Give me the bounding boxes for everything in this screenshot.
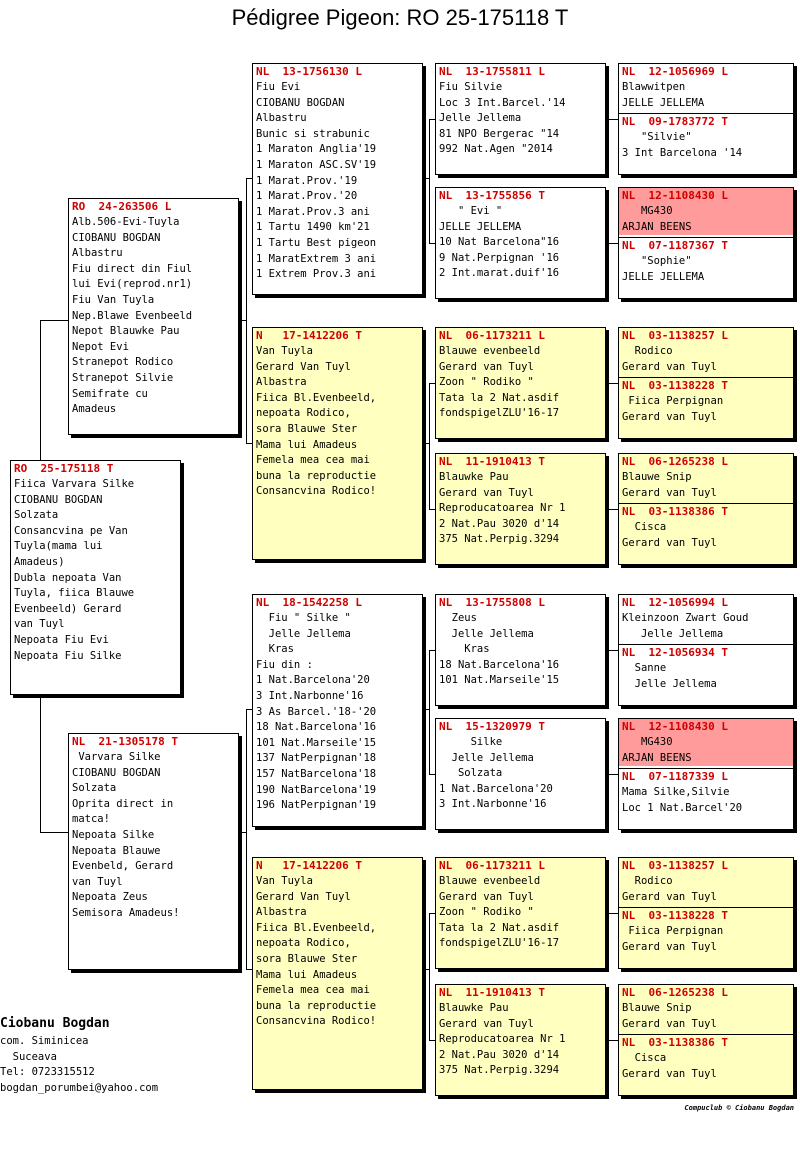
sire-entry	[622, 64, 790, 111]
ring-number: NL 11-1910413 T	[439, 986, 545, 999]
pedigree-line: Femela mea cea mai	[256, 984, 370, 997]
pedigree-line: ARJAN BEENS	[622, 220, 692, 233]
ring-number: NL 09-1783772 T	[622, 115, 728, 129]
pedigree-line: Blauwe Snip	[622, 471, 692, 483]
pedigree-line: Blauwe evenbeeld	[439, 875, 541, 887]
pedigree-line: Reproducatoarea Nr 1	[439, 502, 566, 515]
dam-entry	[622, 114, 790, 161]
pedigree-line: Fiu direct din Fiul	[72, 262, 193, 275]
pedigree-line: 18 Nat.Barcelona'16	[439, 658, 560, 671]
pedigree-line: Fiica Varvara Silke	[14, 478, 135, 490]
footer-credit: Compuclub © Ciobanu Bogdan	[684, 1104, 794, 1112]
pedigree-line: MG430	[622, 736, 673, 748]
pedigree-line: Varvara Silke	[72, 751, 161, 763]
owner-name: Ciobanu Bogdan	[0, 1016, 110, 1031]
pedigree-line: Rodico	[622, 345, 673, 357]
pedigree-line: 375 Nat.Perpig.3294	[439, 533, 560, 546]
pedigree-line: Semisora Amadeus!	[72, 906, 180, 919]
pedigree-line: van Tuyl	[14, 618, 65, 631]
pedigree-line: Stranepot Silvie	[72, 371, 174, 384]
ring-number: NL 03-1138257 L	[622, 329, 728, 342]
connector-line	[606, 243, 618, 244]
connector-line	[246, 969, 252, 970]
pedigree-line: 1 Extrem Prov.3 ani	[256, 268, 377, 281]
connector-line	[246, 709, 252, 710]
ring-number: NL 12-1108430 L	[622, 189, 728, 202]
pedigree-line: matca!	[72, 813, 110, 826]
pedigree-line: 2 Int.marat.duif'16	[439, 267, 560, 280]
connector-line	[606, 383, 618, 384]
connector-line	[429, 913, 430, 1040]
pedigree-line: nepoata Rodico,	[256, 937, 351, 950]
ring-number: N 17-1412206 T	[256, 329, 362, 342]
ring-number: NL 03-1138228 T	[622, 379, 728, 393]
pedigree-line: " Evi "	[439, 205, 503, 217]
sire-entry	[622, 328, 790, 375]
pedigree-line: 137 NatPerpignan'18	[256, 752, 377, 765]
connector-line	[429, 650, 435, 651]
pedigree-line: 1 Maraton ASC.SV'19	[256, 158, 377, 171]
connector-line	[239, 320, 246, 321]
connector-line	[40, 832, 68, 833]
connector-line	[429, 774, 435, 775]
pedigree-line: 9 Nat.Perpignan '16	[439, 251, 560, 264]
pedigree-line: Blauwe evenbeeld	[439, 345, 541, 357]
pedigree-line: Consancvina Rodico!	[256, 1015, 377, 1028]
connector-line	[606, 774, 618, 775]
pedigree-line: 10 Nat Barcelona"16	[439, 236, 560, 249]
pedigree-line: Zeus	[439, 612, 477, 624]
ring-number: NL 03-1138386 T	[622, 1036, 728, 1050]
connector-line	[239, 832, 246, 833]
pedigree-line: Dubla nepoata Van	[14, 571, 122, 584]
pedigree-line: CIOBANU BOGDAN	[72, 231, 161, 244]
sire-entry	[622, 454, 790, 501]
ring-number: NL 15-1320979 T	[439, 720, 545, 733]
pedigree-line: 375 Nat.Perpig.3294	[439, 1064, 560, 1077]
pedigree-line: Kras	[439, 643, 490, 656]
gen5-pair-card	[618, 857, 794, 969]
pedigree-line: Gerard van Tuyl	[622, 890, 717, 903]
dam-entry	[622, 908, 790, 955]
pedigree-line: Cisca	[622, 1052, 667, 1065]
pedigree-line: Jelle Jellema	[256, 627, 351, 640]
connector-line	[606, 509, 618, 510]
pedigree-line: Fiu Silvie	[439, 81, 503, 93]
ring-number: NL 13-1755811 L	[439, 65, 545, 78]
pedigree-line: 101 Nat.Marseile'15	[439, 674, 560, 687]
pedigree-line: Oprita direct in	[72, 797, 174, 810]
pedigree-line: 1 MaratExtrem 3 ani	[256, 252, 377, 265]
ring-number: NL 07-1187339 L	[622, 770, 728, 784]
pedigree-line: 190 NatBarcelona'19	[256, 783, 377, 796]
pedigree-line: Cisca	[622, 521, 667, 534]
ring-number: NL 06-1173211 L	[439, 859, 545, 872]
ring-number: NL 07-1187367 T	[622, 239, 728, 253]
pedigree-line: Gerard Van Tuyl	[256, 890, 351, 903]
pedigree-line: sora Blauwe Ster	[256, 422, 358, 435]
gen5-pair-card	[618, 453, 794, 565]
dam-entry	[622, 769, 790, 816]
pedigree-line: Nepoata Fiu Silke	[14, 649, 122, 662]
pedigree-line: Gerard van Tuyl	[622, 1067, 717, 1080]
pedigree-line: Gerard van Tuyl	[622, 360, 717, 373]
pedigree-line: JELLE JELLEMA	[439, 220, 522, 233]
pedigree-line: "Sophie"	[622, 255, 692, 268]
ring-number: NL 13-1755856 T	[439, 189, 545, 202]
connector-line	[40, 695, 41, 832]
pedigree-line: 992 Nat.Agen "2014	[439, 143, 553, 156]
pedigree-line: Stranepot Rodico	[72, 356, 174, 369]
dam-entry	[622, 1035, 790, 1082]
pedigree-line: Reproducatoarea Nr 1	[439, 1033, 566, 1046]
ring-number: NL 06-1173211 L	[439, 329, 545, 342]
pedigree-line: Tata la 2 Nat.asdif	[439, 921, 560, 934]
ring-number: NL 03-1138257 L	[622, 859, 728, 872]
pedigree-line: Nepot Blauwke Pau	[72, 325, 180, 338]
pedigree-line: 1 Nat.Barcelona'20	[256, 674, 370, 687]
pedigree-line: 3 As Barcel.'18-'20	[256, 705, 377, 718]
grandparent-card	[252, 857, 423, 1090]
gen5-pair-card	[618, 327, 794, 439]
pedigree-line: Albastru	[72, 247, 123, 260]
pedigree-line: Blauwe Snip	[622, 1002, 692, 1014]
pedigree-line: van Tuyl	[72, 875, 123, 888]
pedigree-line: CIOBANU BOGDAN	[256, 96, 345, 109]
pedigree-line: 157 NatBarcelona'18	[256, 767, 377, 780]
ring-number: NL 06-1265238 L	[622, 455, 728, 468]
pedigree-line: 1 Tartu 1490 km'21	[256, 221, 370, 234]
pedigree-line: 2 Nat.Pau 3020 d'14	[439, 1048, 560, 1061]
pedigree-line: Solzata	[14, 509, 59, 522]
pedigree-line: Gerard van Tuyl	[439, 486, 534, 499]
grandparent-card	[252, 594, 423, 827]
owner-address-line: Suceava	[0, 1050, 57, 1063]
pedigree-line: Albastra	[256, 376, 307, 389]
connector-line	[429, 383, 430, 509]
pedigree-line: Kleinzoon Zwart Goud	[622, 612, 749, 624]
pedigree-line: buna la reproductie	[256, 999, 377, 1012]
pedigree-line: Evenbeld, Gerard	[72, 860, 174, 873]
connector-line	[423, 443, 429, 444]
great-grandparent-card	[435, 984, 606, 1096]
pedigree-line: 1 Nat.Barcelona'20	[439, 782, 553, 795]
pedigree-line: Gerard van Tuyl	[622, 1017, 717, 1030]
pedigree-line: Nepot Evi	[72, 340, 129, 353]
connector-line	[429, 119, 430, 243]
pedigree-line: nepoata Rodico,	[256, 407, 351, 420]
great-grandparent-card	[435, 453, 606, 565]
pedigree-line: Fiica Bl.Evenbeeld,	[256, 921, 377, 934]
ring-number: RO 24-263506 L	[72, 200, 172, 213]
ring-number: NL 18-1542258 L	[256, 596, 362, 609]
dam-card	[68, 733, 239, 970]
pedigree-line: Van Tuyla	[256, 345, 313, 357]
pedigree-line: Mama lui Amadeus	[256, 968, 358, 981]
connector-line	[429, 383, 435, 384]
pedigree-line: lui Evi(reprod.nr1)	[72, 278, 193, 291]
connector-line	[423, 969, 429, 970]
connector-line	[246, 443, 252, 444]
connector-line	[429, 243, 435, 244]
pedigree-line: Loc 3 Int.Barcel.'14	[439, 96, 566, 109]
pedigree-line: CIOBANU BOGDAN	[72, 766, 161, 779]
ring-number: NL 12-1056994 L	[622, 596, 728, 609]
pedigree-line: Kras	[256, 643, 294, 656]
pedigree-line: Blauwke Pau	[439, 471, 509, 483]
pedigree-line: Jelle Jellema	[439, 112, 522, 125]
great-grandparent-card	[435, 857, 606, 969]
pedigree-line: Fiu Evi	[256, 81, 301, 93]
pedigree-line: Gerard van Tuyl	[622, 940, 717, 953]
owner-phone: Tel: 0723315512	[0, 1066, 95, 1079]
pedigree-line: Mama lui Amadeus	[256, 438, 358, 451]
pedigree-line: fondspigelZLU'16-17	[439, 407, 560, 420]
connector-line	[429, 119, 435, 120]
ring-number: NL 03-1138228 T	[622, 909, 728, 923]
pedigree-line: Van Tuyla	[256, 875, 313, 887]
gen5-pair-card	[618, 718, 794, 830]
pedigree-line: 1 Marat.Prov.'19	[256, 174, 358, 187]
connector-line	[40, 320, 41, 461]
pedigree-line: 1 Maraton Anglia'19	[256, 143, 377, 156]
connector-line	[429, 913, 435, 914]
pedigree-line: Gerard van Tuyl	[439, 890, 534, 903]
ring-number: NL 12-1108430 L	[622, 720, 728, 733]
pedigree-line: Gerard van Tuyl	[439, 360, 534, 373]
connector-line	[606, 1040, 618, 1041]
pedigree-line: Fiica Perpignan	[622, 925, 724, 938]
pedigree-line: Bunic si strabunic	[256, 127, 370, 140]
great-grandparent-card	[435, 187, 606, 299]
pedigree-line: Loc 1 Nat.Barcel'20	[622, 801, 743, 814]
pedigree-line: Jelle Jellema	[439, 627, 534, 640]
dam-entry	[622, 238, 790, 285]
pedigree-line: Nepoata Blauwe	[72, 844, 161, 857]
connector-line	[606, 119, 618, 120]
pedigree-line: 1 Marat.Prov.'20	[256, 190, 358, 203]
pedigree-line: ARJAN BEENS	[622, 751, 692, 764]
pedigree-line: Zoon " Rodiko "	[439, 906, 534, 919]
pedigree-line: Tuyla(mama lui	[14, 540, 103, 553]
pedigree-line: Solzata	[439, 767, 503, 780]
pedigree-line: Fiu " Silke "	[256, 612, 351, 624]
pedigree-line: 1 Tartu Best pigeon	[256, 236, 377, 249]
pedigree-line: Amadeus)	[14, 555, 65, 568]
connector-line	[40, 320, 68, 321]
pedigree-line: Nepoata Fiu Evi	[14, 633, 109, 646]
connector-line	[246, 709, 247, 970]
pedigree-line: Semifrate cu	[72, 387, 148, 400]
pedigree-line: Sanne	[622, 662, 667, 675]
connector-line	[423, 178, 429, 179]
sire-entry	[622, 858, 790, 905]
pedigree-line: MG430	[622, 205, 673, 217]
pedigree-line: Fiica Bl.Evenbeeld,	[256, 391, 377, 404]
ring-number: NL 12-1056969 L	[622, 65, 728, 78]
pedigree-line: "Silvie"	[622, 131, 692, 144]
pedigree-line: 3 Int Barcelona '14	[622, 146, 743, 159]
great-grandparent-card	[435, 327, 606, 439]
ring-number: NL 03-1138386 T	[622, 505, 728, 519]
connector-line	[606, 650, 618, 651]
pedigree-line: sora Blauwe Ster	[256, 952, 358, 965]
connector-line	[429, 1040, 435, 1041]
pedigree-line: 101 Nat.Marseile'15	[256, 736, 377, 749]
pedigree-line: 2 Nat.Pau 3020 d'14	[439, 517, 560, 530]
pedigree-line: 3 Int.Narbonne'16	[439, 798, 547, 811]
pedigree-line: 3 Int.Narbonne'16	[256, 689, 364, 702]
connector-line	[246, 178, 252, 179]
pedigree-line: Tuyla, fiica Blauwe	[14, 587, 135, 600]
pedigree-line: Gerard van Tuyl	[622, 486, 717, 499]
sire-entry	[622, 595, 790, 642]
ring-number: NL 13-1755808 L	[439, 596, 545, 609]
pedigree-line: JELLE JELLEMA	[622, 96, 705, 109]
great-grandparent-card	[435, 594, 606, 706]
pedigree-line: Gerard van Tuyl	[439, 1017, 534, 1030]
pedigree-line: Silke	[439, 736, 503, 748]
pedigree-line: Fiica Perpignan	[622, 395, 724, 408]
pedigree-line: Consancvina Rodico!	[256, 485, 377, 498]
dam-entry	[622, 504, 790, 551]
gen5-pair-card	[618, 63, 794, 175]
sire-entry	[622, 985, 790, 1032]
pedigree-line: Evenbeeld) Gerard	[14, 602, 122, 615]
dam-entry	[622, 378, 790, 425]
page-title: Pédigree Pigeon: RO 25-175118 T	[231, 5, 569, 30]
ring-number: N 17-1412206 T	[256, 859, 362, 872]
connector-line	[423, 709, 429, 710]
pedigree-line: Tata la 2 Nat.asdif	[439, 391, 560, 404]
sire-card	[68, 198, 239, 435]
connector-line	[429, 509, 435, 510]
pedigree-line: Gerard van Tuyl	[622, 536, 717, 549]
connector-line	[606, 913, 618, 914]
pedigree-line: Femela mea cea mai	[256, 454, 370, 467]
pedigree-line: 81 NPO Bergerac "14	[439, 127, 560, 140]
owner-email: bogdan_porumbei@yahoo.com	[0, 1081, 159, 1094]
pedigree-line: Rodico	[622, 875, 673, 887]
pedigree-line: Solzata	[72, 782, 117, 795]
sire-entry	[619, 188, 793, 235]
pedigree-line: Gerard Van Tuyl	[256, 360, 351, 373]
pedigree-line: Nepoata Zeus	[72, 891, 148, 904]
connector-line	[429, 650, 430, 774]
grandparent-card	[252, 327, 423, 560]
pedigree-line: Albastru	[256, 112, 307, 125]
pedigree-line: fondspigelZLU'16-17	[439, 937, 560, 950]
pedigree-line: CIOBANU BOGDAN	[14, 493, 103, 506]
ring-number: NL 13-1756130 L	[256, 65, 362, 78]
owner-info	[0, 1014, 240, 1096]
pedigree-line: Jelle Jellema	[439, 751, 534, 764]
pedigree-line: JELLE JELLEMA	[622, 270, 705, 283]
ring-number: NL 21-1305178 T	[72, 735, 178, 748]
great-grandparent-card	[435, 718, 606, 830]
ring-number: NL 11-1910413 T	[439, 455, 545, 468]
subject-card	[10, 460, 181, 695]
pedigree-line: 196 NatPerpignan'19	[256, 799, 377, 812]
pedigree-line: Blawwitpen	[622, 81, 686, 93]
connector-line	[246, 178, 247, 444]
gen5-pair-card	[618, 187, 794, 299]
gen5-pair-card	[618, 984, 794, 1096]
pedigree-line: Nepoata Silke	[72, 828, 155, 841]
dam-entry	[622, 645, 790, 692]
pedigree-line: 1 Marat.Prov.3 ani	[256, 205, 370, 218]
pedigree-line: Fiu din :	[256, 658, 313, 671]
pedigree-line: Nep.Blawe Evenbeeld	[72, 309, 193, 322]
pedigree-line: Jelle Jellema	[622, 677, 717, 690]
grandparent-card	[252, 63, 423, 295]
pedigree-line: Blauwke Pau	[439, 1002, 509, 1014]
pedigree-line: Jelle Jellema	[622, 627, 724, 640]
gen5-pair-card	[618, 594, 794, 706]
pedigree-line: Gerard van Tuyl	[622, 410, 717, 423]
pedigree-line: Albastra	[256, 906, 307, 919]
ring-number: NL 12-1056934 T	[622, 646, 728, 660]
pedigree-line: Amadeus	[72, 403, 117, 416]
great-grandparent-card	[435, 63, 606, 175]
pedigree-line: 18 Nat.Barcelona'16	[256, 721, 377, 734]
pedigree-line: Alb.506-Evi-Tuyla	[72, 216, 180, 228]
ring-number: RO 25-175118 T	[14, 462, 114, 475]
owner-address-line: com. Siminicea	[0, 1035, 89, 1047]
pedigree-line: Mama Silke,Silvie	[622, 786, 730, 799]
pedigree-line: Zoon " Rodiko "	[439, 376, 534, 389]
pedigree-line: buna la reproductie	[256, 469, 377, 482]
ring-number: NL 06-1265238 L	[622, 986, 728, 999]
sire-entry	[619, 719, 793, 766]
pedigree-line: Consancvina pe Van	[14, 524, 128, 537]
pedigree-line: Fiu Van Tuyla	[72, 293, 155, 306]
